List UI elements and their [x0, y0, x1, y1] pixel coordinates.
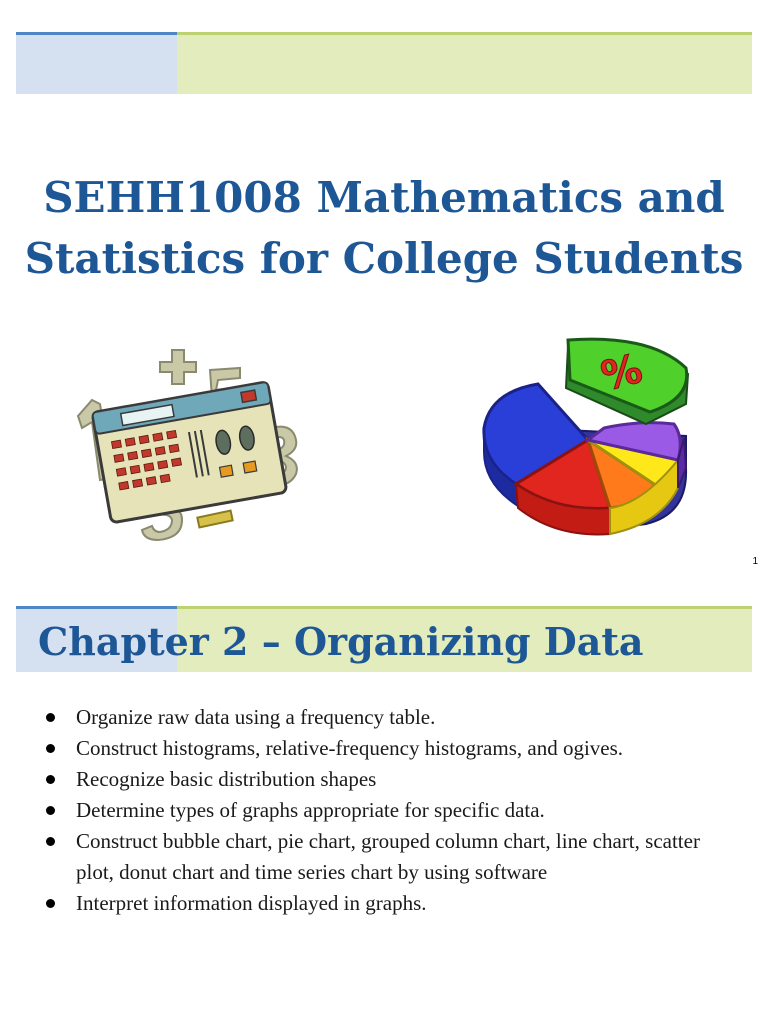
list-item: Construct bubble chart, pie chart, grouped column chart, line chart, scatter plot, donut chart and time series chart by using software [34, 826, 734, 888]
course-title-line-1: SEHH1008 Mathematics and [43, 173, 725, 222]
pie-chart-illustration [470, 328, 710, 550]
course-title-line-2: Statistics for College Students [24, 233, 744, 283]
bullet-dot-icon [46, 713, 55, 722]
minus-sign-icon [197, 511, 232, 528]
bullet-dot-icon [46, 775, 55, 784]
calculator-body [92, 382, 287, 523]
course-title [0, 168, 768, 290]
list-item: Determine types of graphs appropriate for specific data. [34, 795, 734, 826]
bullet-dot-icon [46, 744, 55, 753]
list-item: Interpret information displayed in graphs. [34, 888, 734, 919]
header-bar [16, 32, 752, 94]
objectives-list [34, 702, 734, 919]
bullet-dot-icon [46, 899, 55, 908]
bullet-dot-icon [46, 837, 55, 846]
slide-2 [0, 590, 768, 1024]
plus-sign-icon [160, 350, 196, 384]
list-item: Organize raw data using a frequency table. [34, 702, 734, 733]
bullet-dot-icon [46, 806, 55, 815]
percent-label: % [596, 345, 647, 401]
calculator-illustration [60, 338, 310, 553]
header-bar-blue-block [16, 32, 177, 94]
page-number: 1 [752, 556, 758, 567]
chapter-title: Chapter 2 – Organizing Data [38, 619, 644, 664]
list-item: Recognize basic distribution shapes [34, 764, 734, 795]
header-bar-green-block [177, 32, 752, 94]
list-item: Construct histograms, relative-frequency histograms, and ogives. [34, 733, 734, 764]
